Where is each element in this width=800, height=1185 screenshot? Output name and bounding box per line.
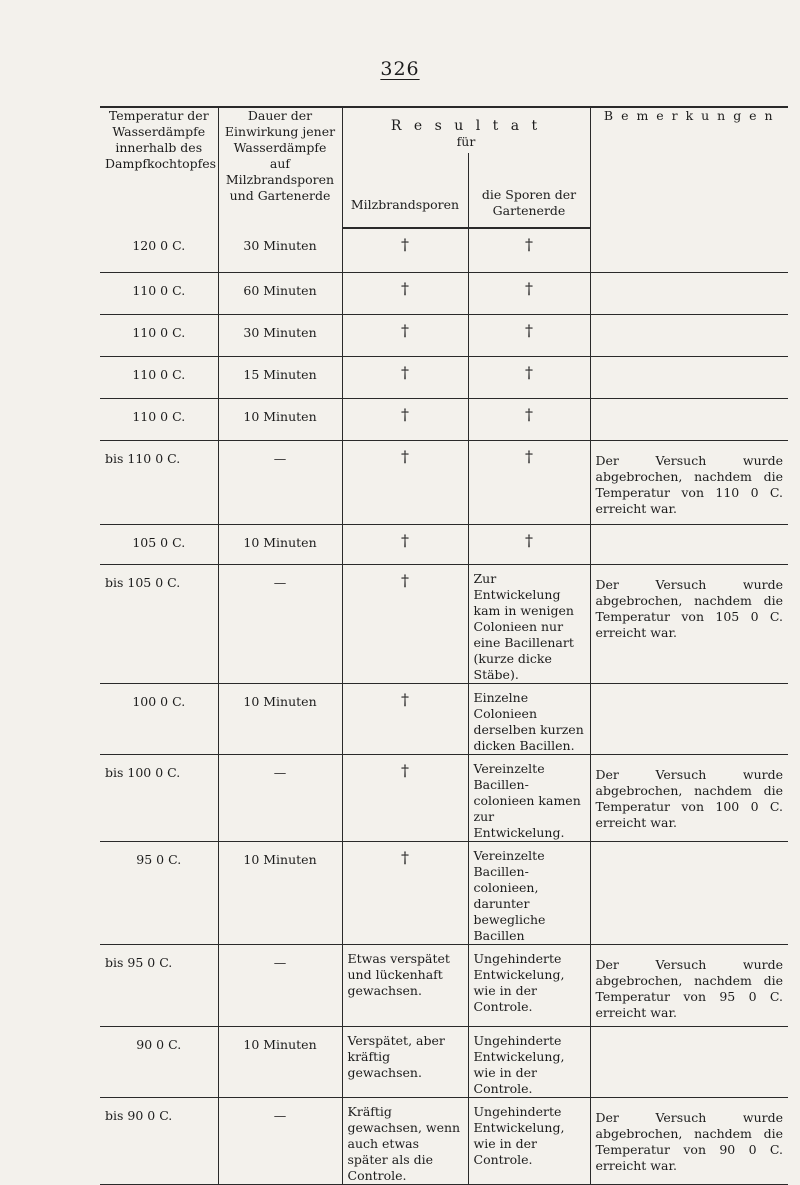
cell-anthrax-result: †	[342, 564, 468, 683]
cell-duration: 60 Minuten	[218, 272, 342, 314]
cell-anthrax-result: †	[342, 683, 468, 754]
cell-garden-result: Ungehinderte Entwickelung, wie in der Controle.	[468, 1026, 590, 1097]
cell-remark	[590, 524, 788, 564]
cell-remark	[590, 314, 788, 356]
cell-anthrax-result: †	[342, 524, 468, 564]
cell-duration: —	[218, 440, 342, 524]
cell-temperature: 110 0 C.	[100, 272, 218, 314]
cell-garden-result: Vereinzelte Bacillen-colonieen, darunter bewegliche Bacillen	[468, 841, 590, 944]
table-body	[100, 228, 788, 1184]
table-row	[100, 440, 788, 524]
cell-duration: 30 Minuten	[218, 314, 342, 356]
cell-temperature: 90 0 C.	[100, 1026, 218, 1097]
table-row	[100, 1097, 788, 1184]
header-duration	[218, 107, 342, 228]
cell-duration: —	[218, 1097, 342, 1184]
header-temperature-text: Temperatur der Wasserdämpfe innerhalb des Dampfkochtopfes	[105, 108, 217, 171]
cell-anthrax-result: †	[342, 272, 468, 314]
header-anthrax-text: Milzbrandsporen	[350, 197, 460, 212]
cell-duration: 10 Minuten	[218, 398, 342, 440]
cell-temperature: 110 0 C.	[100, 356, 218, 398]
cell-remark: Der Versuch wurde abgebrochen, nachdem die Temperatur von 110 0 C. erreicht war.	[590, 440, 788, 524]
cell-temperature: bis 105 0 C.	[100, 564, 218, 683]
results-table	[100, 106, 788, 1185]
cell-anthrax-result: †	[342, 228, 468, 272]
cell-duration: 10 Minuten	[218, 524, 342, 564]
cell-garden-result: Einzelne Colonieen derselben kurzen dicken Bacillen.	[468, 683, 590, 754]
cell-anthrax-result: †	[342, 314, 468, 356]
header-remarks	[590, 107, 788, 228]
cell-anthrax-result: †	[342, 754, 468, 841]
header-remarks-text: B e m e r k u n g e n	[603, 108, 775, 123]
cell-temperature: 110 0 C.	[100, 314, 218, 356]
cell-temperature: bis 100 0 C.	[100, 754, 218, 841]
cell-remark	[590, 1026, 788, 1097]
cell-garden-result: Vereinzelte Bacillen-colonieen kamen zur Entwickelung.	[468, 754, 590, 841]
cell-garden-result: †	[468, 398, 590, 440]
cell-garden-result: Zur Entwickelung kam in wenigen Colonieen nur eine Bacillenart (kurze dicke Stäbe).	[468, 564, 590, 683]
cell-remark	[590, 356, 788, 398]
cell-duration: —	[218, 564, 342, 683]
cell-temperature: 110 0 C.	[100, 398, 218, 440]
cell-duration: 10 Minuten	[218, 683, 342, 754]
cell-anthrax-result: †	[342, 356, 468, 398]
cell-anthrax-result: †	[342, 440, 468, 524]
cell-temperature: 120 0 C.	[100, 228, 218, 272]
header-duration-text: Dauer der Einwirkung jener Wasserdämpfe auf Milzbrandsporen und Gartenerde	[224, 108, 336, 203]
cell-remark	[590, 272, 788, 314]
cell-duration: —	[218, 944, 342, 1026]
header-result-title: R e s u l t a t	[390, 118, 542, 134]
table-row	[100, 841, 788, 944]
cell-garden-result: †	[468, 272, 590, 314]
cell-remark	[590, 228, 788, 272]
cell-temperature: bis 90 0 C.	[100, 1097, 218, 1184]
table-row	[100, 228, 788, 272]
cell-garden-result: †	[468, 228, 590, 272]
cell-temperature: bis 110 0 C.	[100, 440, 218, 524]
cell-temperature: 95 0 C.	[100, 841, 218, 944]
page-number: 326	[380, 58, 420, 80]
cell-duration: 10 Minuten	[218, 841, 342, 944]
table-row	[100, 356, 788, 398]
header-garden	[468, 153, 590, 228]
header-garden-text: die Sporen der Gartenerde	[481, 187, 577, 218]
table-row	[100, 314, 788, 356]
cell-duration: —	[218, 754, 342, 841]
cell-garden-result: †	[468, 524, 590, 564]
cell-duration: 10 Minuten	[218, 1026, 342, 1097]
cell-anthrax-result: Etwas verspätet und lückenhaft gewachsen.	[342, 944, 468, 1026]
table-row	[100, 1026, 788, 1097]
header-temperature	[100, 107, 218, 228]
cell-remark	[590, 841, 788, 944]
header-anthrax	[342, 153, 468, 228]
cell-duration: 15 Minuten	[218, 356, 342, 398]
cell-temperature: 105 0 C.	[100, 524, 218, 564]
cell-remark	[590, 398, 788, 440]
table-row	[100, 944, 788, 1026]
cell-duration: 30 Minuten	[218, 228, 342, 272]
table-row	[100, 398, 788, 440]
cell-anthrax-result: Verspätet, aber kräftig gewachsen.	[342, 1026, 468, 1097]
cell-anthrax-result: †	[342, 398, 468, 440]
table-row	[100, 683, 788, 754]
cell-garden-result: †	[468, 314, 590, 356]
cell-garden-result: †	[468, 356, 590, 398]
cell-remark	[590, 683, 788, 754]
table-row	[100, 524, 788, 564]
table-row	[100, 272, 788, 314]
cell-garden-result: Ungehinderte Entwickelung, wie in der Controle.	[468, 1097, 590, 1184]
cell-remark: Der Versuch wurde abgebrochen, nachdem die Temperatur von 95 0 C. erreicht war.	[590, 944, 788, 1026]
cell-remark: Der Versuch wurde abgebrochen, nachdem die Temperatur von 105 0 C. erreicht war.	[590, 564, 788, 683]
cell-temperature: bis 95 0 C.	[100, 944, 218, 1026]
header-result	[342, 107, 590, 153]
cell-temperature: 100 0 C.	[100, 683, 218, 754]
cell-anthrax-result: Kräftig gewachsen, wenn auch etwas später als die Controle.	[342, 1097, 468, 1184]
cell-remark: Der Versuch wurde abgebrochen, nachdem die Temperatur von 100 0 C. erreicht war.	[590, 754, 788, 841]
cell-anthrax-result: †	[342, 841, 468, 944]
cell-garden-result: Ungehinderte Entwickelung, wie in der Controle.	[468, 944, 590, 1026]
cell-garden-result: †	[468, 440, 590, 524]
table-row	[100, 754, 788, 841]
header-result-sub: für	[456, 134, 476, 149]
table-row	[100, 564, 788, 683]
cell-remark: Der Versuch wurde abgebrochen, nachdem die Temperatur von 90 0 C. erreicht war.	[590, 1097, 788, 1184]
